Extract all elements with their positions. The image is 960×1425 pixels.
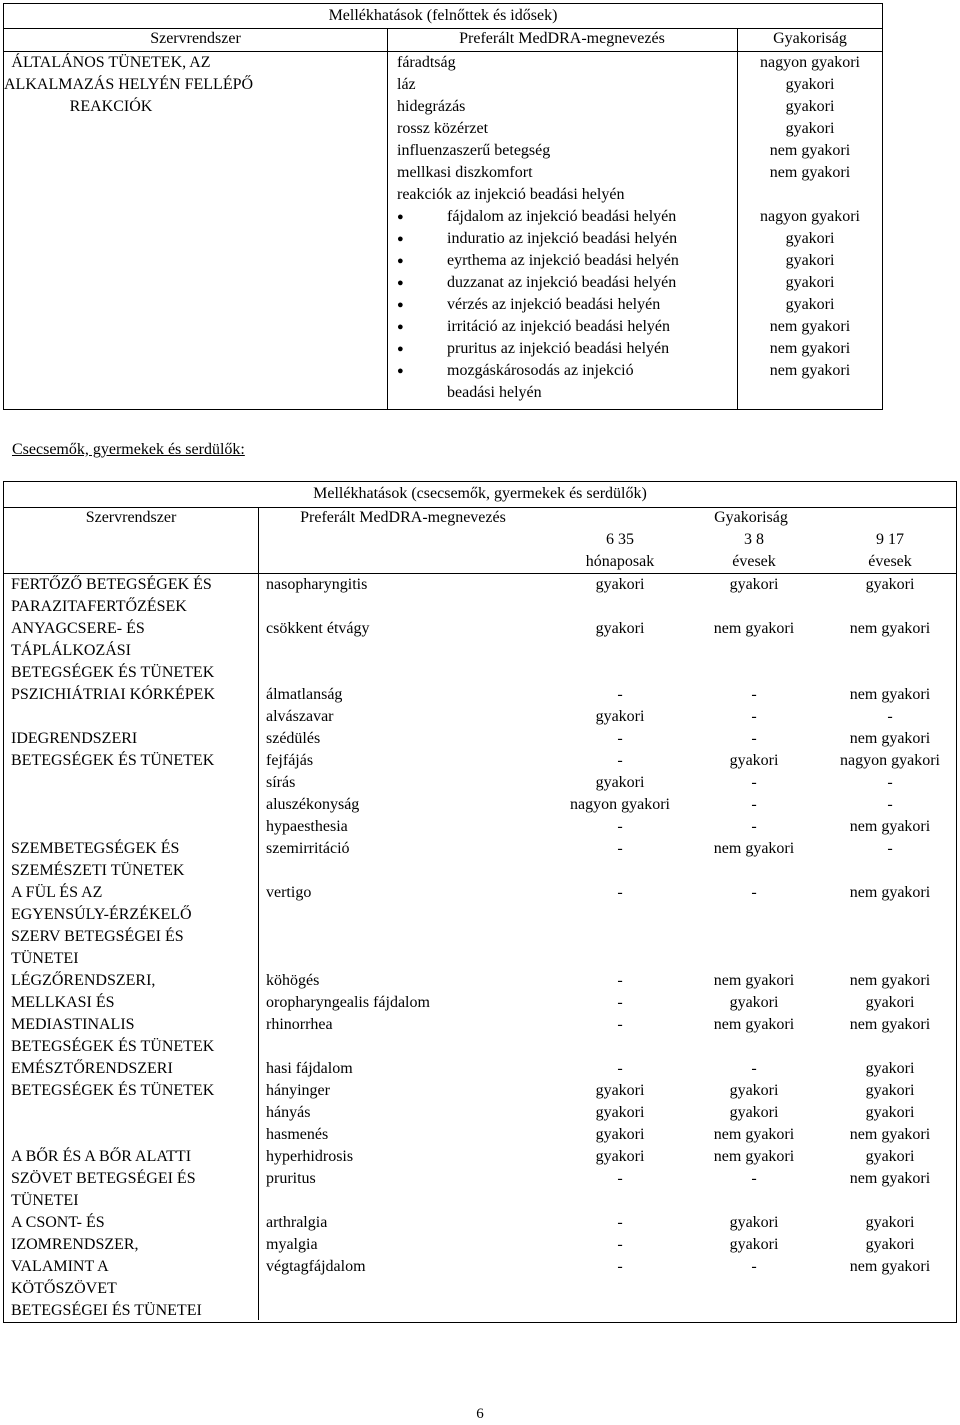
organ-class-line: IZOMRENDSZER, — [11, 1236, 139, 1253]
frequency-value: nem gyakori — [849, 818, 931, 835]
frequency-value: gyakori — [729, 1104, 779, 1121]
organ-class-line: PSZICHIÁTRIAI KÓRKÉPEK — [11, 686, 215, 703]
freq-9-17-years — [820, 574, 960, 596]
table1-term-frequencies: nagyon gyakori gyakori gyakori gyakori nem gyakori nem gyakori — [760, 54, 860, 181]
organ-class-line: BETEGSÉGEI ÉS TÜNETEI — [11, 1302, 202, 1319]
frequency-value: nagyon gyakori — [570, 796, 670, 813]
term-list — [266, 728, 359, 838]
frequency-value: - — [617, 1170, 623, 1187]
freq-9-17-years — [820, 882, 960, 904]
term: oropharyngealis fájdalom — [266, 994, 430, 1011]
freq-6-35-months — [550, 970, 690, 1036]
table1-title: Mellékhatások (felnőttek és idősek) — [328, 7, 558, 24]
term-list — [266, 618, 370, 640]
adverse-reactions-adults-table — [3, 3, 883, 410]
organ-class-line: SZEMBETEGSÉGEK ÉS — [11, 840, 180, 857]
table1-header-frequency: Gyakoriság — [773, 30, 847, 47]
frequency-value: - — [887, 708, 893, 725]
freq-3-8-years — [684, 684, 824, 728]
freq-9-17-years — [820, 728, 960, 838]
frequency-value: gyakori — [595, 1104, 645, 1121]
organ-class-line: TÜNETEI — [11, 1192, 79, 1209]
freq-6-35-months — [550, 1058, 690, 1146]
organ-class-line: EMÉSZTŐRENDSZERI — [11, 1060, 173, 1077]
term: hidegrázás — [397, 98, 466, 115]
freq-6-35-months — [550, 618, 690, 640]
table2-header-term: Preferált MedDRA-megnevezés — [300, 509, 506, 526]
term: myalgia — [266, 1236, 318, 1253]
freq-3-8-years — [684, 1146, 824, 1190]
table1-bullet-frequencies: nagyon gyakori gyakori gyakori gyakori gyakori nem gyakori nem gyakori nem gyakori — [760, 208, 860, 379]
organ-class — [11, 970, 214, 1058]
term: fejfájás — [266, 752, 314, 769]
frequency-value: - — [617, 730, 623, 747]
frequency-value: - — [751, 730, 757, 747]
frequency-value: - — [887, 796, 893, 813]
table1-terms — [397, 52, 624, 206]
adverse-reactions-children-table — [3, 481, 957, 1323]
frequency-value: gyakori — [595, 1082, 645, 1099]
term: szédülés — [266, 730, 321, 747]
frequency-value: nem gyakori — [713, 1126, 795, 1143]
bullet-term: ● eyrthema az injekció beadási helyén — [397, 250, 679, 272]
frequency-value: nem gyakori — [713, 840, 795, 857]
frequency-value: gyakori — [865, 1082, 915, 1099]
term-list — [266, 1212, 366, 1278]
table2-header-frequency: Gyakoriság — [714, 509, 788, 526]
frequency-value: - — [751, 708, 757, 725]
term: aluszékonyság — [266, 796, 360, 813]
freq-3-8-years — [684, 728, 824, 838]
table1-header-term: Preferált MedDRA-megnevezés — [459, 30, 665, 47]
freq-3-8-years — [684, 970, 824, 1036]
frequency-value: gyakori — [729, 1236, 779, 1253]
term: hyperhidrosis — [266, 1148, 354, 1165]
frequency-value: - — [887, 774, 893, 791]
term: szemirritáció — [266, 840, 350, 857]
term: pruritus — [266, 1170, 316, 1187]
organ-class — [11, 728, 214, 772]
frequency-value: - — [617, 752, 623, 769]
term: reakciók az injekció beadási helyén — [397, 186, 625, 203]
bullet-term: ● fájdalom az injekció beadási helyén — [397, 206, 679, 228]
frequency-value: nem gyakori — [713, 1148, 795, 1165]
term: hypaesthesia — [266, 818, 348, 835]
frequency-value: gyakori — [729, 994, 779, 1011]
freq-6-35-months — [550, 684, 690, 728]
term-list — [266, 838, 350, 860]
frequency-value: gyakori — [595, 708, 645, 725]
frequency-value: - — [617, 884, 623, 901]
frequency-value: - — [617, 972, 623, 989]
organ-class-line: MELLKASI ÉS — [11, 994, 115, 1011]
term: sírás — [266, 774, 296, 791]
term: rhinorrhea — [266, 1016, 333, 1033]
freq-6-35-months — [550, 1212, 690, 1278]
term-list — [266, 882, 311, 904]
freq-6-35-months — [550, 728, 690, 838]
frequency-value: - — [617, 1236, 623, 1253]
organ-class-line: ANYAGCSERE- ÉS — [11, 620, 145, 637]
term-list — [266, 1058, 353, 1146]
term: álmatlanság — [266, 686, 343, 703]
bullet-term: ● duzzanat az injekció beadási helyén — [397, 272, 679, 294]
bullet-term: ● mozgáskárosodás az injekció — [397, 360, 679, 382]
frequency-value: gyakori — [865, 576, 915, 593]
term: influenzaszerű betegség — [397, 142, 551, 159]
frequency-value: nagyon gyakori — [840, 752, 940, 769]
organ-class-line: KÖTŐSZÖVET — [11, 1280, 117, 1297]
frequency-value: gyakori — [865, 994, 915, 1011]
frequency-value: - — [751, 1060, 757, 1077]
frequency-value: gyakori — [729, 576, 779, 593]
frequency-value: gyakori — [729, 1082, 779, 1099]
organ-class-line: BETEGSÉGEK ÉS TÜNETEK — [11, 664, 215, 681]
bullet-term: ● pruritus az injekció beadási helyén — [397, 338, 679, 360]
term: vertigo — [266, 884, 312, 901]
frequency-value: - — [617, 818, 623, 835]
term: rossz közérzet — [397, 120, 489, 137]
frequency-value: gyakori — [865, 1104, 915, 1121]
organ-class-line: FERTŐZŐ BETEGSÉGEK ÉS — [11, 576, 212, 593]
frequency-value: - — [617, 1016, 623, 1033]
term: csökkent étvágy — [266, 620, 370, 637]
organ-class-line: EGYENSÚLY-ÉRZÉKELŐ — [11, 906, 192, 923]
bullet-term-continuation: beadási helyén — [447, 384, 542, 401]
frequency-value: nem gyakori — [849, 884, 931, 901]
table1-header-organ: Szervrendszer — [150, 30, 241, 47]
organ-class-line: TÁPLÁLKOZÁSI — [11, 642, 131, 659]
frequency-value: gyakori — [595, 1126, 645, 1143]
term: hányinger — [266, 1082, 330, 1099]
freq-6-35-months — [550, 838, 690, 860]
organ-class — [11, 1212, 202, 1322]
organ-class — [11, 1058, 214, 1102]
age-group-6-35-months: 6 35 hónaposak — [585, 531, 655, 570]
frequency-value: gyakori — [865, 1148, 915, 1165]
organ-class-line: SZEMÉSZETI TÜNETEK — [11, 862, 185, 879]
frequency-value: - — [617, 1214, 623, 1231]
organ-class-line: LÉGZŐRENDSZERI, — [11, 972, 156, 989]
organ-class — [11, 882, 192, 970]
table1-bullet-list — [397, 206, 679, 404]
freq-9-17-years — [820, 838, 960, 860]
frequency-value: - — [617, 686, 623, 703]
freq-6-35-months — [550, 1146, 690, 1190]
frequency-value: gyakori — [865, 1060, 915, 1077]
frequency-value: - — [617, 1258, 623, 1275]
frequency-value: nem gyakori — [713, 972, 795, 989]
freq-3-8-years — [684, 618, 824, 640]
frequency-value: nem gyakori — [849, 730, 931, 747]
organ-class — [11, 684, 215, 706]
freq-3-8-years — [684, 1058, 824, 1146]
frequency-value: gyakori — [595, 1148, 645, 1165]
term: mellkasi diszkomfort — [397, 164, 533, 181]
frequency-value: gyakori — [729, 1214, 779, 1231]
organ-class-line: BETEGSÉGEK ÉS TÜNETEK — [11, 1082, 215, 1099]
bullet-term: ● irritáció az injekció beadási helyén — [397, 316, 679, 338]
table2-header-organ: Szervrendszer — [85, 509, 177, 526]
term-list — [266, 684, 342, 728]
frequency-value: nem gyakori — [849, 1258, 931, 1275]
term-list — [266, 970, 430, 1036]
freq-3-8-years — [684, 1212, 824, 1278]
organ-class-line: A CSONT- ÉS — [11, 1214, 105, 1231]
term: hasi fájdalom — [266, 1060, 353, 1077]
bullet-term: ● vérzés az injekció beadási helyén — [397, 294, 679, 316]
frequency-value: - — [887, 840, 893, 857]
frequency-value: gyakori — [595, 576, 645, 593]
freq-9-17-years — [820, 618, 960, 640]
organ-class — [11, 1146, 196, 1212]
organ-class-line: BETEGSÉGEK ÉS TÜNETEK — [11, 1038, 215, 1055]
term: végtagfájdalom — [266, 1258, 366, 1275]
frequency-value: - — [617, 1060, 623, 1077]
bullet-term: ● induratio az injekció beadási helyén — [397, 228, 679, 250]
organ-class-line: SZERV BETEGSÉGEI ÉS — [11, 928, 184, 945]
organ-class-line: MEDIASTINALIS — [11, 1016, 135, 1033]
frequency-value: - — [617, 840, 623, 857]
frequency-value: gyakori — [865, 1236, 915, 1253]
term: köhögés — [266, 972, 320, 989]
organ-class-line: BETEGSÉGEK ÉS TÜNETEK — [11, 752, 215, 769]
freq-9-17-years — [820, 1212, 960, 1278]
frequency-value: - — [617, 994, 623, 1011]
organ-class — [11, 838, 184, 882]
frequency-value: - — [751, 686, 757, 703]
frequency-value: - — [751, 884, 757, 901]
term: láz — [397, 76, 416, 93]
organ-class-line: A FÜL ÉS AZ — [11, 884, 103, 901]
frequency-value: gyakori — [595, 620, 645, 637]
frequency-value: nem gyakori — [713, 1016, 795, 1033]
freq-3-8-years — [684, 882, 824, 904]
frequency-value: gyakori — [865, 1214, 915, 1231]
term: alvászavar — [266, 708, 334, 725]
freq-9-17-years — [820, 684, 960, 728]
frequency-value: nem gyakori — [849, 972, 931, 989]
organ-class-line: IDEGRENDSZERI — [11, 730, 138, 747]
frequency-value: - — [751, 774, 757, 791]
organ-class-line: VALAMINT A — [11, 1258, 109, 1275]
term: arthralgia — [266, 1214, 328, 1231]
section-heading-children: Csecsemők, gyermekek és serdülők: — [12, 441, 245, 458]
frequency-value: - — [751, 818, 757, 835]
frequency-value: nem gyakori — [849, 1126, 931, 1143]
frequency-value: gyakori — [729, 752, 779, 769]
freq-3-8-years — [684, 838, 824, 860]
freq-6-35-months — [550, 574, 690, 596]
organ-class-line: SZÖVET BETEGSÉGEI ÉS — [11, 1170, 196, 1187]
freq-3-8-years — [684, 574, 824, 596]
freq-9-17-years — [820, 1146, 960, 1190]
frequency-value: nem gyakori — [849, 686, 931, 703]
table2-title: Mellékhatások (csecsemők, gyermekek és serdülők) — [313, 485, 647, 502]
organ-class-line: PARAZITAFERTŐZÉSEK — [11, 598, 187, 615]
term: fáradtság — [397, 54, 456, 71]
frequency-value: - — [751, 796, 757, 813]
frequency-value: nem gyakori — [849, 1170, 931, 1187]
organ-class-line: TÜNETEI — [11, 950, 79, 967]
freq-6-35-months — [550, 882, 690, 904]
freq-9-17-years — [820, 970, 960, 1036]
term: nasopharyngitis — [266, 576, 368, 593]
organ-class-line: A BŐR ÉS A BŐR ALATTI — [11, 1148, 192, 1165]
frequency-value: nem gyakori — [713, 620, 795, 637]
frequency-value: - — [751, 1258, 757, 1275]
frequency-value: gyakori — [595, 774, 645, 791]
frequency-value: - — [751, 1170, 757, 1187]
frequency-value: nem gyakori — [849, 620, 931, 637]
organ-class — [11, 618, 214, 684]
organ-class — [11, 574, 212, 618]
page-number: 6 — [476, 1406, 484, 1422]
term: hányás — [266, 1104, 311, 1121]
table1-organ-class: ÁLTALÁNOS TÜNETEK, AZ ALKALMAZÁS HELYÉN FELLÉPŐ REAKCIÓK — [4, 54, 254, 115]
term-list — [266, 1146, 353, 1190]
term: hasmenés — [266, 1126, 329, 1143]
term-list — [266, 574, 367, 596]
freq-9-17-years — [820, 1058, 960, 1146]
age-group-9-17-years: 9 17 évesek — [868, 531, 912, 570]
frequency-value: nem gyakori — [849, 1016, 931, 1033]
age-group-3-8-years: 3 8 évesek — [732, 531, 776, 570]
